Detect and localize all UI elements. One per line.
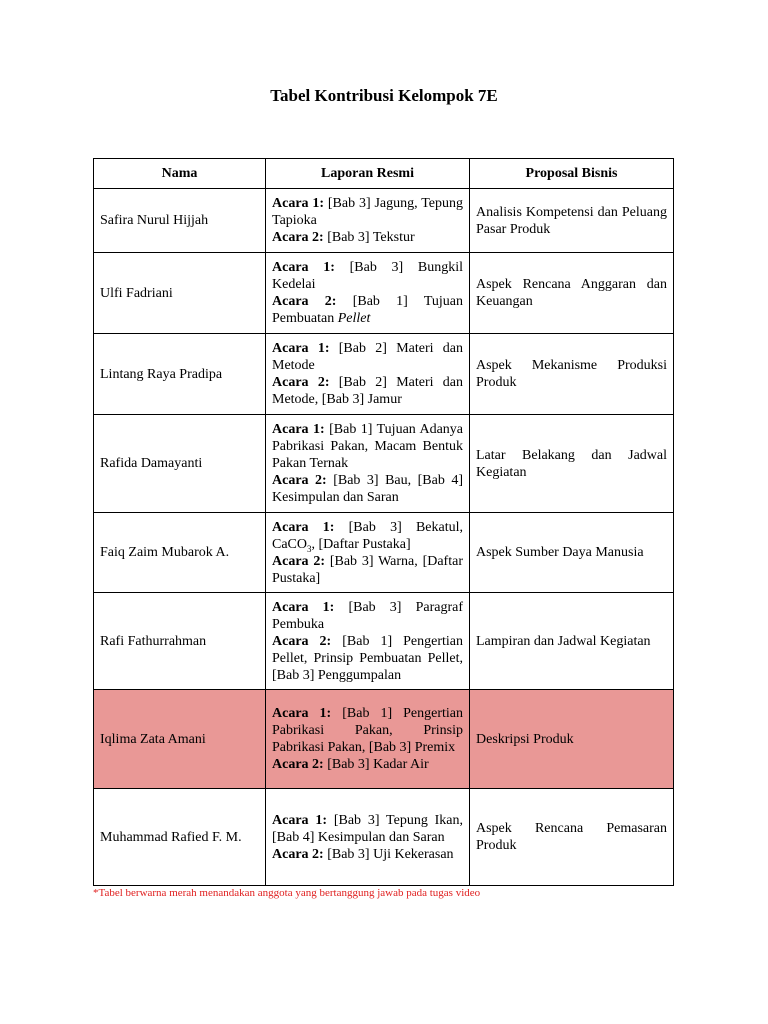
cell-proposal xyxy=(470,253,674,334)
acara1-text: [Bab 1] Pengertian Pabrikasi Pakan, Prinsip Pabrikasi Pakan, [Bab 3] Premix xyxy=(272,706,464,755)
cell-nama: Iqlima Zata Amani xyxy=(94,690,266,789)
acara2-text: [Bab 1] Tujuan Pembuatan xyxy=(272,294,463,326)
acara1-text: [Bab 3] Paragraf Pembuka xyxy=(272,599,463,632)
acara1-label: Acara 1: xyxy=(272,812,328,828)
cell-proposal xyxy=(470,690,674,789)
acara2-text: [Bab 1] Pengertian Pellet, Prinsip Pembuatan Pellet, [Bab 3] Penggumpalan xyxy=(272,633,464,683)
acara1-label: Acara 1: xyxy=(272,422,325,437)
acara2-label: Acara 2: xyxy=(272,294,337,309)
acara2-label: Acara 2: xyxy=(272,553,326,569)
cell-proposal xyxy=(470,334,674,415)
cell-proposal xyxy=(470,593,674,690)
acara2-text: [Bab 3] Uji Kekerasan xyxy=(327,846,454,862)
cell-nama: Ulfi Fadriani xyxy=(94,253,266,334)
table-row xyxy=(94,415,674,513)
acara1-subscript: 3 xyxy=(307,543,312,554)
header-nama: Nama xyxy=(94,159,266,189)
acara2-italic-text: Pellet xyxy=(337,311,371,326)
header-proposal-bisnis: Proposal Bisnis xyxy=(470,159,674,189)
contribution-table xyxy=(93,158,674,886)
table-row xyxy=(94,593,674,690)
cell-laporan xyxy=(266,415,470,513)
table-header-row xyxy=(94,159,674,189)
cell-laporan xyxy=(266,789,470,886)
cell-laporan xyxy=(266,253,470,334)
acara2-text: [Bab 3] Warna, [Daftar Pustaka] xyxy=(272,553,463,586)
table-row xyxy=(94,189,674,253)
proposal-text: Latar Belakang dan Jadwal Kegiatan xyxy=(476,447,667,480)
proposal-text: Aspek Rencana Pemasaran Produk xyxy=(476,821,667,853)
table-row xyxy=(94,513,674,593)
acara1-label: Acara 1: xyxy=(272,341,330,356)
acara1-text: [Bab 2] Materi dan Metode xyxy=(272,341,463,373)
acara1-label: Acara 1: xyxy=(272,706,332,721)
acara1-label: Acara 1: xyxy=(272,260,335,275)
acara1-label: Acara 1: xyxy=(272,519,335,535)
acara1-label: Acara 1: xyxy=(272,196,325,211)
proposal-text: Analisis Kompetensi dan Peluang Pasar Produk xyxy=(476,204,667,237)
acara2-label: Acara 2: xyxy=(272,846,324,862)
proposal-text: Lampiran dan Jadwal Kegiatan xyxy=(476,633,651,649)
acara1-text-post: , [Daftar Pustaka] xyxy=(311,536,411,552)
proposal-text: Aspek Sumber Daya Manusia xyxy=(476,545,644,560)
table-row xyxy=(94,253,674,334)
footnote: *Tabel berwarna merah menandakan anggota yang bertanggung jawab pada tugas video xyxy=(93,887,481,899)
acara1-text: [Bab 3] Jagung, Tepung Tapioka xyxy=(272,196,463,228)
acara2-label: Acara 2: xyxy=(272,757,324,772)
cell-laporan xyxy=(266,334,470,415)
cell-laporan xyxy=(266,593,470,690)
acara2-label: Acara 2: xyxy=(272,473,327,488)
acara2-text: [Bab 3] Bau, [Bab 4] Kesimpulan dan Saran xyxy=(272,473,463,505)
cell-nama: Faiq Zaim Mubarok A. xyxy=(94,513,266,593)
proposal-text: Aspek Mekanisme Produksi Produk xyxy=(476,358,667,390)
cell-laporan xyxy=(266,690,470,789)
acara2-text: [Bab 3] Kadar Air xyxy=(327,757,429,772)
header-laporan-resmi: Laporan Resmi xyxy=(266,159,470,189)
acara2-text: [Bab 3] Tekstur xyxy=(327,230,415,245)
acara2-label: Acara 2: xyxy=(272,633,332,649)
cell-nama: Muhammad Rafied F. M. xyxy=(94,789,266,886)
table-row xyxy=(94,789,674,886)
cell-laporan xyxy=(266,189,470,253)
proposal-text: Aspek Rencana Anggaran dan Keuangan xyxy=(476,277,667,309)
proposal-text: Deskripsi Produk xyxy=(476,731,574,747)
acara2-text: [Bab 2] Materi dan Metode, [Bab 3] Jamur xyxy=(272,375,463,407)
acara1-label: Acara 1: xyxy=(272,599,335,615)
cell-proposal xyxy=(470,189,674,253)
acara1-text: [Bab 3] Bekatul, CaCO xyxy=(272,519,463,552)
acara1-text: [Bab 3] Tepung Ikan, [Bab 4] Kesimpulan dan Saran xyxy=(272,812,464,845)
page-title: Tabel Kontribusi Kelompok 7E xyxy=(270,86,498,105)
cell-nama: Rafida Damayanti xyxy=(94,415,266,513)
acara2-label: Acara 2: xyxy=(272,230,324,245)
acara2-label: Acara 2: xyxy=(272,375,330,390)
cell-proposal xyxy=(470,513,674,593)
cell-nama: Rafi Fathurrahman xyxy=(94,593,266,690)
table-row xyxy=(94,334,674,415)
cell-proposal xyxy=(470,415,674,513)
cell-laporan xyxy=(266,513,470,593)
cell-nama: Safira Nurul Hijjah xyxy=(94,189,266,253)
acara1-text: [Bab 1] Tujuan Adanya Pabrikasi Pakan, Macam Bentuk Pakan Ternak xyxy=(272,422,464,471)
cell-nama: Lintang Raya Pradipa xyxy=(94,334,266,415)
table-row-highlighted xyxy=(94,690,674,789)
acara1-text: [Bab 3] Bungkil Kedelai xyxy=(272,260,464,292)
cell-proposal xyxy=(470,789,674,886)
